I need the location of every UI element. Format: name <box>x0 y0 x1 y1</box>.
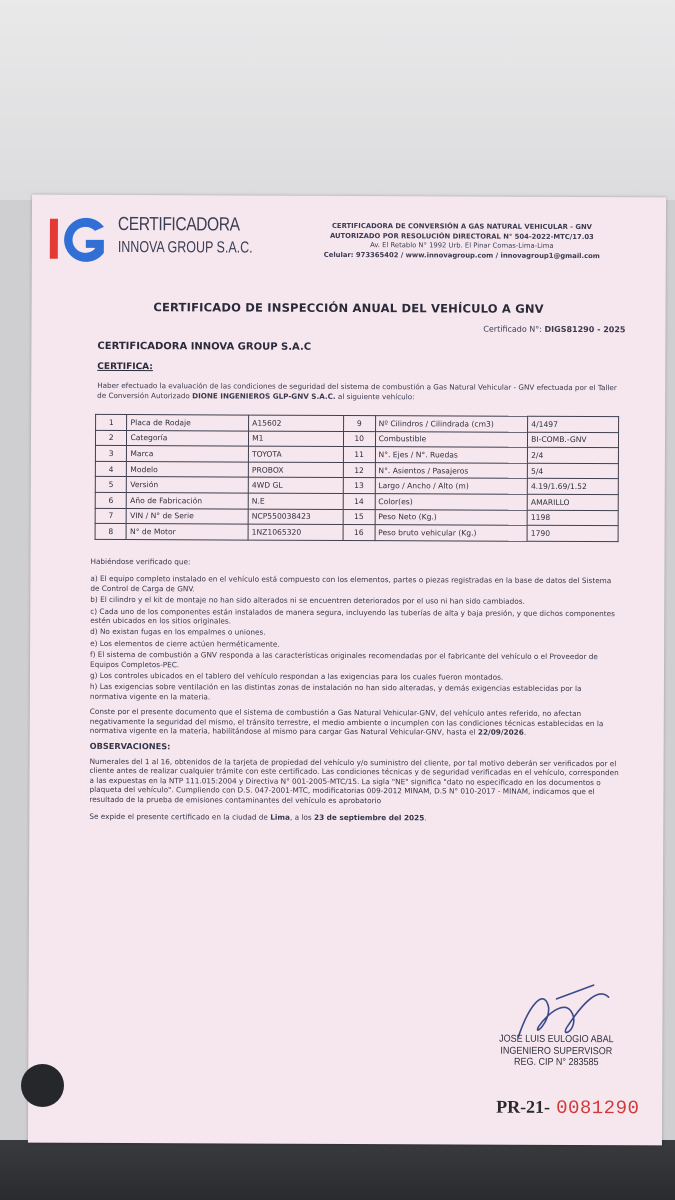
field-value-right: 1790 <box>527 525 618 541</box>
conste-paragraph <box>90 707 620 738</box>
issued-end: . <box>424 813 427 823</box>
company-name: CERTIFICADORA INNOVA GROUP S.A.C <box>97 340 312 353</box>
check-item: e) Los elementos de cierre actúen herméticamente. <box>90 638 280 649</box>
field-value-left: A15602 <box>249 415 344 431</box>
row-number-left: 6 <box>95 492 127 508</box>
logo-name: CERTIFICADORA <box>117 213 240 236</box>
row-number-right: 12 <box>343 462 375 478</box>
check-item: h) Las exigencias sobre ventilación en las distintas zonas de instalación no han sido alteradas, y demás exigencias establecidas por la normativa vigente en la materia. <box>89 682 582 702</box>
field-label-left: N° de Motor <box>127 524 249 540</box>
field-value-left: N.E <box>248 493 343 509</box>
field-value-right: AMARILLO <box>527 494 618 510</box>
certificate-paper <box>28 195 666 1146</box>
issued-city: Lima <box>270 812 290 822</box>
checks-list <box>90 574 621 703</box>
logo-subtitle: INNOVA GROUP S.A.C. <box>117 238 253 257</box>
issued-pre: Se expide el presente certificado en la ciudad de <box>89 811 271 822</box>
issued-line <box>89 812 619 824</box>
check-item: c) Cada uno de los componentes están instalados de manera segura, incluyendo las tuberías de alta y baja presión, y que dichos componentes estén ubicados en los sitios originales. <box>90 606 615 626</box>
conste-text: Conste por el presente documento que el sistema de combustión a Gas Natural Vehicular-GNV, del vehículo antes referido, no afectan negativamente la seguridad del mismo, el tránsito terrestre, el medio ambiente o incumplen con las condiciones técnicas establecidas en la normativa vigente en la materia, habilitándose al mismo para cargar Gas Natural Vehicular-GNV, hasta el <box>89 707 604 737</box>
field-label-left: Modelo <box>127 461 249 477</box>
field-value-left: 4WD GL <box>248 477 343 493</box>
check-item: f) El sistema de combustión a GNV responda a las características originales recomendadas por el fabricante del vehículo o el Proveedor de Equipos Completos-PEC. <box>90 650 598 669</box>
serial-prefix: PR-21- <box>496 1096 551 1117</box>
intro-paragraph <box>97 381 617 402</box>
certificate-number <box>483 325 625 335</box>
field-value-left: NCP550038423 <box>248 509 343 525</box>
certificate-number-label: Certificado N°: <box>483 324 543 334</box>
field-value-right: 2/4 <box>528 447 619 463</box>
field-label-left: Placa de Rodaje <box>127 415 249 431</box>
checks-section <box>89 557 620 826</box>
certificate-number-value: DIGS81290 - 2025 <box>544 324 626 335</box>
row-number-right: 13 <box>343 478 375 494</box>
check-item: g) Los controles ubicados en el tablero del vehículo respondan a las exigencias para los cuales fueron montados. <box>89 670 504 682</box>
vehicle-table <box>95 414 620 542</box>
field-label-left: Versión <box>127 477 249 493</box>
check-item: b) El cilindro y el kit de montaje no han sido alterados ni se encuentren deteriorados por el uso ni han sido cambiados. <box>90 595 525 606</box>
field-label-right: Color(es) <box>375 494 528 510</box>
field-label-left: VIN / N° de Serie <box>127 508 249 524</box>
field-label-right: Nº Cilindros / Cilindrada (cm3) <box>375 416 528 432</box>
field-value-left: TOYOTA <box>248 446 343 462</box>
signature-block <box>466 1034 646 1069</box>
row-number-left: 3 <box>95 446 127 462</box>
check-item: d) No existan fugas en los empalmes o uniones. <box>90 627 266 638</box>
row-number-left: 1 <box>96 414 128 430</box>
field-value-left: M1 <box>249 431 344 447</box>
field-value-left: 1NZ1065320 <box>248 524 343 540</box>
issued-mid: , a los <box>289 812 315 822</box>
intro-text-end: al siguiente vehículo: <box>335 391 415 401</box>
serial-number: 0081290 <box>556 1096 640 1120</box>
background-wall <box>0 0 675 200</box>
field-label-left: Año de Fabricación <box>127 493 249 509</box>
field-value-right: BI-COMB.-GNV <box>528 432 619 448</box>
verified-intro: Habiéndose verificado que: <box>90 556 191 567</box>
field-label-right: Peso bruto vehicular (Kg.) <box>375 525 528 541</box>
validity-date: 22/09/2026 <box>477 727 524 737</box>
row-number-left: 7 <box>95 508 127 524</box>
header-contact: Celular: 973365402 / www.innovagroup.com / innovagroup1@gmail.com <box>323 250 600 260</box>
row-number-left: 8 <box>95 524 127 540</box>
field-label-right: Largo / Ancho / Alto (m) <box>375 478 528 494</box>
field-label-right: Peso Neto (Kg.) <box>375 509 528 525</box>
row-number-right: 9 <box>343 415 375 431</box>
row-number-right: 15 <box>343 509 375 525</box>
field-label-left: Marca <box>127 446 249 462</box>
observaciones-text: Numerales del 1 al 16, obtenidos de la tarjeta de propiedad del vehículo y/o suministro del cliente, por tal motivo deberán ser verificados por el cliente antes de realizar cualquier trámite con este certificado. Las condiciones técnicas y de seguridad verificadas en el vehículo, corresponden a las expuestas en la NTP 111.015:2004 y Directiva N° 001-2005-MTC/15. La sigla "NE" significa "dato no especificado en los documentos o plaqueta del vehículo". Cumpliendo con D.S. 047-2001-MTC, modificatorias 009-2012 MINAM, D.S N° 010-2017 - MINAM, indicamos que el resultado de la prueba de emisiones contaminantes del vehículo es aprobatorio <box>89 756 619 805</box>
field-value-right: 4.19/1.69/1.52 <box>527 479 618 495</box>
issued-date: 23 de septiembre del 2025 <box>313 812 425 823</box>
field-value-right: 1198 <box>527 510 618 526</box>
ig-logo-icon <box>48 213 114 265</box>
signer-registration: REG. CIP N° 283585 <box>514 1056 599 1069</box>
row-number-left: 4 <box>95 461 127 477</box>
row-number-right: 10 <box>343 431 375 447</box>
field-value-left: PROBOX <box>248 462 343 478</box>
field-value-right: 5/4 <box>528 463 619 479</box>
field-label-left: Categoría <box>127 430 249 446</box>
paper-punch-hole <box>21 1064 64 1107</box>
table-row <box>95 524 618 542</box>
field-label-right: N°. Ejes / N°. Ruedas <box>375 447 528 463</box>
header-address: Av. El Retablo N° 1992 Urb. El Pinar Comas-Lima-Lima <box>370 241 554 250</box>
certifica-heading: CERTIFICA: <box>97 361 153 373</box>
document-title: CERTIFICADO DE INSPECCIÓN ANUAL DEL VEHÍCULO A GNV <box>153 300 544 316</box>
row-number-right: 11 <box>343 447 375 463</box>
conste-end: . <box>523 727 527 737</box>
field-label-right: N°. Asientos / Pasajeros <box>375 462 528 478</box>
header-line-1: CERTIFICADORA DE CONVERSIÓN A GAS NATURAL VEHICULAR - GNV <box>331 221 592 232</box>
check-item: a) El equipo completo instalado en el vehículo está compuesto con los elementos, partes o piezas registradas en la base de datos del Sistema de Control de Carga de GNV. <box>90 574 612 594</box>
background-table <box>0 1140 675 1200</box>
header-info <box>282 222 642 262</box>
observaciones-heading: OBSERVACIONES: <box>89 740 171 751</box>
intro-text: Haber efectuado la evaluación de las condiciones de seguridad del sistema de combustión a Gas Natural Vehicular - GNV efectuada por el Taller de Conversión Autorizado <box>97 380 617 400</box>
row-number-left: 5 <box>95 477 127 493</box>
header-line-2: AUTORIZADO POR RESOLUCIÓN DIRECTORAL N° 504-2022-MTC/17.03 <box>329 231 594 241</box>
row-number-right: 14 <box>343 493 375 509</box>
row-number-left: 2 <box>95 430 127 446</box>
row-number-right: 16 <box>343 525 375 541</box>
field-value-right: 4/1497 <box>528 416 619 432</box>
workshop-name: DIONE INGENIEROS GLP-GNV S.A.C. <box>192 390 336 401</box>
field-label-right: Combustible <box>375 431 528 447</box>
signer-role: INGENIERO SUPERVISOR <box>500 1045 613 1057</box>
signer-name: JOSE LUIS EULOGIO ABAL <box>499 1033 614 1046</box>
